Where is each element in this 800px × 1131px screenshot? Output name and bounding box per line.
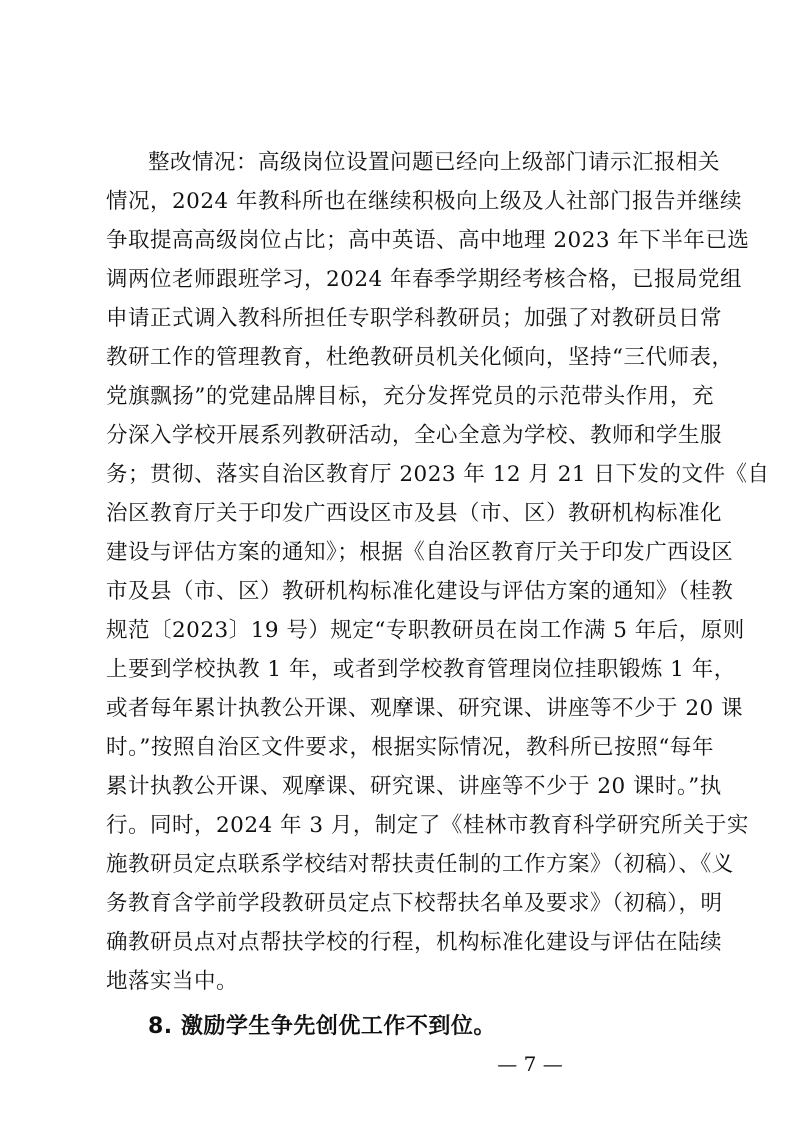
paragraph-line: 务教育含学前学段教研员定点下校帮扶名单及要求》（初稿），明 xyxy=(106,891,723,916)
paragraph-line: 或者每年累计执教公开课、观摩课、研究课、讲座等不少于 20 课 xyxy=(106,696,744,721)
paragraph-line: 建设与评估方案的通知》；根据《自治区教育厅关于印发广西设区 xyxy=(106,540,734,565)
paragraph-line: 治区教育厅关于印发广西设区市及县（市、区）教研机构标准化 xyxy=(106,501,723,526)
paragraph-line: 申请正式调入教科所担任专职学科教研员；加强了对教研员日常 xyxy=(106,306,723,331)
section-heading: 8. 激励学生争先创优工作不到位。 xyxy=(148,1014,496,1039)
paragraph-line: 上要到学校执教 1 年，或者到学校教育管理岗位挂职锻炼 1 年， xyxy=(106,657,736,682)
paragraph-line: 调两位老师跟班学习，2024 年春季学期经考核合格，已报局党组 xyxy=(106,267,743,292)
paragraph-line: 整改情况：高级岗位设置问题已经向上级部门请示汇报相关 xyxy=(148,150,721,175)
paragraph-line: 情况，2024 年教科所也在继续积极向上级及人社部门报告并继续 xyxy=(106,189,743,214)
page-number: — 7 — xyxy=(497,1052,563,1076)
paragraph-line: 规范〔2023〕19 号）规定“专职教研员在岗工作满 5 年后，原则 xyxy=(106,618,745,643)
paragraph-line: 分深入学校开展系列教研活动，全心全意为学校、教师和学生服 xyxy=(106,423,723,448)
paragraph-line: 教研工作的管理教育，杜绝教研员机关化倾向，坚持“三代师表， xyxy=(106,345,734,370)
paragraph-line: 行。同时，2024 年 3 月，制定了《桂林市教育科学研究所关于实 xyxy=(106,813,749,838)
paragraph-line: 党旗飘扬”的党建品牌目标，充分发挥党员的示范带头作用，充 xyxy=(106,384,714,409)
paragraph-line: 累计执教公开课、观摩课、研究课、讲座等不少于 20 课时。”执 xyxy=(106,774,722,799)
paragraph-line: 地落实当中。 xyxy=(106,969,239,994)
paragraph-line: 务；贯彻、落实自治区教育厅 2023 年 12 月 21 日下发的文件《自 xyxy=(106,462,770,487)
paragraph-line: 市及县（市、区）教研机构标准化建设与评估方案的通知》（桂教 xyxy=(106,579,734,604)
paragraph-line: 施教研员定点联系学校结对帮扶责任制的工作方案》（初稿）、《义 xyxy=(106,852,734,877)
paragraph-line: 争取提高高级岗位占比；高中英语、高中地理 2023 年下半年已选 xyxy=(106,228,750,253)
paragraph-line: 时。”按照自治区文件要求，根据实际情况，教科所已按照“每年 xyxy=(106,735,714,760)
paragraph-line: 确教研员点对点帮扶学校的行程，机构标准化建设与评估在陆续 xyxy=(106,930,723,955)
